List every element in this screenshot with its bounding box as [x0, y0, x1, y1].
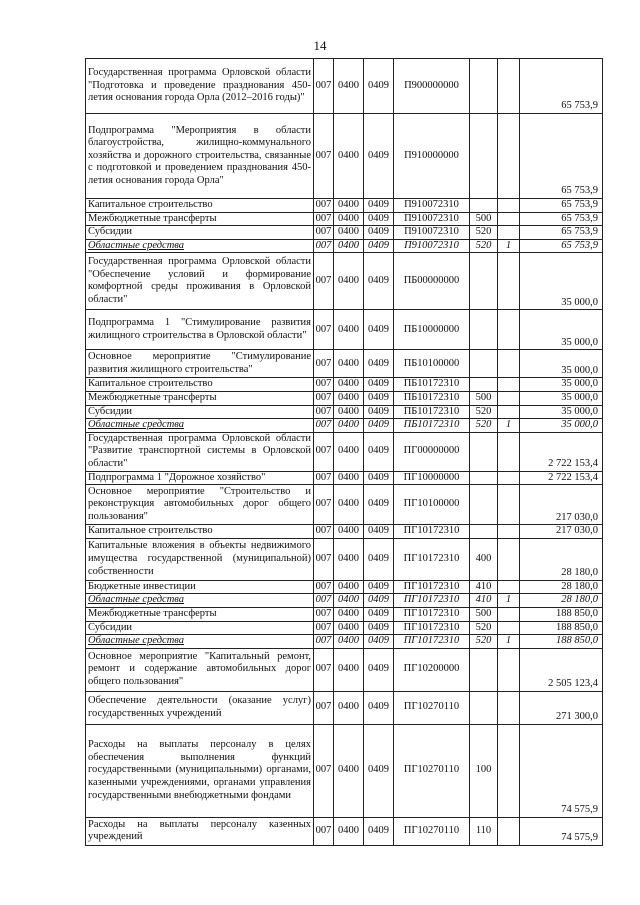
row-ved-code: 007: [314, 212, 334, 226]
row-expense-type: 520: [470, 419, 498, 433]
row-target-code: ПГ10270110: [394, 817, 470, 845]
row-expense-type: [470, 471, 498, 485]
row-name: Областные средства: [86, 635, 314, 649]
table-row: [86, 432, 603, 471]
row-name: Расходы на выплаты персоналу казенных учреждений: [86, 817, 314, 845]
row-ved-code: 007: [314, 594, 334, 608]
row-amount: 35 000,0: [520, 378, 603, 392]
row-subsection-code: 0409: [364, 635, 394, 649]
row-section-code: 0400: [334, 114, 364, 199]
row-amount: 188 850,0: [520, 607, 603, 621]
row-subsection-code: 0409: [364, 607, 394, 621]
row-target-code: ПГ10172310: [394, 621, 470, 635]
row-section-code: 0400: [334, 471, 364, 485]
row-target-code: П910072310: [394, 212, 470, 226]
row-target-code: ПГ10270110: [394, 724, 470, 817]
row-target-code: ПБ10000000: [394, 310, 470, 350]
table-row: [86, 691, 603, 724]
table-body: [86, 59, 603, 846]
row-name: Подпрограмма 1 "Стимулирование развития жилищного строительства в Орловской области": [86, 310, 314, 350]
row-amount: 35 000,0: [520, 391, 603, 405]
row-expense-type: [470, 59, 498, 114]
row-target-code: ПГ10200000: [394, 648, 470, 691]
row-amount: 217 030,0: [520, 485, 603, 525]
row-amount: 35 000,0: [520, 310, 603, 350]
row-subsection-code: 0409: [364, 580, 394, 594]
table-row: [86, 485, 603, 525]
row-ved-code: 007: [314, 253, 334, 310]
row-ved-code: 007: [314, 378, 334, 392]
row-subsection-code: 0409: [364, 648, 394, 691]
table-row: [86, 580, 603, 594]
row-section-code: 0400: [334, 635, 364, 649]
row-amount: 65 753,9: [520, 114, 603, 199]
row-subsection-code: 0409: [364, 226, 394, 240]
table-row: [86, 405, 603, 419]
row-expense-type: 410: [470, 594, 498, 608]
row-name: Расходы на выплаты персоналу в целях обеспечения выполнения функций государственными (муниципальными) органами, казенными учреждениями, органами управления государственными внебюджетными фондами: [86, 724, 314, 817]
row-source-code: [498, 226, 520, 240]
row-amount: 74 575,9: [520, 817, 603, 845]
row-target-code: П910072310: [394, 199, 470, 213]
row-expense-type: 110: [470, 817, 498, 845]
row-source-code: [498, 199, 520, 213]
row-target-code: ПБ10172310: [394, 419, 470, 433]
row-section-code: 0400: [334, 350, 364, 378]
row-section-code: 0400: [334, 199, 364, 213]
row-section-code: 0400: [334, 817, 364, 845]
row-name: Капитальное строительство: [86, 525, 314, 539]
table-row: [86, 114, 603, 199]
row-subsection-code: 0409: [364, 199, 394, 213]
row-ved-code: 007: [314, 635, 334, 649]
table-row: [86, 378, 603, 392]
row-section-code: 0400: [334, 607, 364, 621]
row-ved-code: 007: [314, 405, 334, 419]
row-amount: 65 753,9: [520, 59, 603, 114]
row-amount: 65 753,9: [520, 239, 603, 253]
row-subsection-code: 0409: [364, 378, 394, 392]
row-name: Обеспечение деятельности (оказание услуг) государственных учреждений: [86, 691, 314, 724]
row-name: Областные средства: [86, 239, 314, 253]
row-target-code: ПБ00000000: [394, 253, 470, 310]
row-section-code: 0400: [334, 212, 364, 226]
row-expense-type: [470, 691, 498, 724]
row-ved-code: 007: [314, 621, 334, 635]
row-expense-type: [470, 648, 498, 691]
row-name: Государственная программа Орловской области "Развитие транспортной системы в Орловской области": [86, 432, 314, 471]
table-row: [86, 525, 603, 539]
row-expense-type: [470, 378, 498, 392]
row-section-code: 0400: [334, 226, 364, 240]
row-name: Бюджетные инвестиции: [86, 580, 314, 594]
row-source-code: [498, 485, 520, 525]
row-target-code: ПГ10172310: [394, 580, 470, 594]
row-name: Подпрограмма "Мероприятия в области благоустройства, жилищно-коммунального хозяйства и дорожного строительства, связанные с подготовкой и проведением празднования 450-летия основания города Орла": [86, 114, 314, 199]
row-name: Областные средства: [86, 594, 314, 608]
row-ved-code: 007: [314, 199, 334, 213]
table-row: [86, 350, 603, 378]
row-expense-type: 520: [470, 226, 498, 240]
row-name: Основное мероприятие "Стимулирование развития жилищного строительства": [86, 350, 314, 378]
table-row: [86, 648, 603, 691]
row-target-code: ПБ10172310: [394, 378, 470, 392]
row-ved-code: 007: [314, 607, 334, 621]
row-ved-code: 007: [314, 310, 334, 350]
row-subsection-code: 0409: [364, 419, 394, 433]
row-expense-type: 410: [470, 580, 498, 594]
row-subsection-code: 0409: [364, 212, 394, 226]
row-subsection-code: 0409: [364, 594, 394, 608]
table-row: [86, 419, 603, 433]
row-name: Основное мероприятие "Капитальный ремонт, ремонт и содержание автомобильных дорог общего пользования": [86, 648, 314, 691]
row-amount: 2 722 153,4: [520, 471, 603, 485]
row-source-code: [498, 817, 520, 845]
row-target-code: ПГ10172310: [394, 594, 470, 608]
row-amount: 28 180,0: [520, 538, 603, 580]
row-expense-type: 520: [470, 239, 498, 253]
row-subsection-code: 0409: [364, 621, 394, 635]
row-expense-type: 520: [470, 405, 498, 419]
budget-table: [85, 58, 603, 846]
table-row: [86, 226, 603, 240]
row-subsection-code: 0409: [364, 405, 394, 419]
row-name: Капитальные вложения в объекты недвижимого имущества государственной (муниципальной) собственности: [86, 538, 314, 580]
row-amount: 28 180,0: [520, 580, 603, 594]
row-section-code: 0400: [334, 253, 364, 310]
row-subsection-code: 0409: [364, 59, 394, 114]
row-name: Государственная программа Орловской области "Подготовка и проведение празднования 450-летия основания города Орла (2012–2016 годы)": [86, 59, 314, 114]
table-row: [86, 607, 603, 621]
row-amount: 28 180,0: [520, 594, 603, 608]
row-section-code: 0400: [334, 59, 364, 114]
row-section-code: 0400: [334, 538, 364, 580]
row-target-code: П910072310: [394, 239, 470, 253]
table-row: [86, 310, 603, 350]
row-section-code: 0400: [334, 310, 364, 350]
row-expense-type: [470, 432, 498, 471]
row-subsection-code: 0409: [364, 538, 394, 580]
row-ved-code: 007: [314, 419, 334, 433]
row-source-code: [498, 350, 520, 378]
table-row: [86, 817, 603, 845]
row-section-code: 0400: [334, 419, 364, 433]
row-name: Межбюджетные трансферты: [86, 391, 314, 405]
row-source-code: [498, 538, 520, 580]
row-name: Субсидии: [86, 621, 314, 635]
row-name: Подпрограмма 1 "Дорожное хозяйство": [86, 471, 314, 485]
row-expense-type: [470, 525, 498, 539]
row-source-code: [498, 253, 520, 310]
row-ved-code: 007: [314, 471, 334, 485]
table-row: [86, 538, 603, 580]
row-ved-code: 007: [314, 580, 334, 594]
row-target-code: ПБ10100000: [394, 350, 470, 378]
row-source-code: [498, 59, 520, 114]
table-row: [86, 199, 603, 213]
row-amount: 35 000,0: [520, 253, 603, 310]
row-section-code: 0400: [334, 691, 364, 724]
row-target-code: П910000000: [394, 114, 470, 199]
row-section-code: 0400: [334, 485, 364, 525]
row-subsection-code: 0409: [364, 691, 394, 724]
row-expense-type: [470, 199, 498, 213]
row-ved-code: 007: [314, 648, 334, 691]
row-name: Основное мероприятие "Строительство и реконструкция автомобильных дорог общего пользования": [86, 485, 314, 525]
row-section-code: 0400: [334, 648, 364, 691]
row-amount: 2 505 123,4: [520, 648, 603, 691]
row-expense-type: 400: [470, 538, 498, 580]
row-expense-type: 100: [470, 724, 498, 817]
row-amount: 188 850,0: [520, 635, 603, 649]
table-row: [86, 594, 603, 608]
row-subsection-code: 0409: [364, 525, 394, 539]
row-subsection-code: 0409: [364, 239, 394, 253]
row-target-code: ПГ10100000: [394, 485, 470, 525]
row-target-code: ПГ10000000: [394, 471, 470, 485]
row-source-code: 1: [498, 419, 520, 433]
row-amount: 65 753,9: [520, 226, 603, 240]
row-target-code: ПБ10172310: [394, 391, 470, 405]
row-subsection-code: 0409: [364, 391, 394, 405]
row-source-code: [498, 405, 520, 419]
row-expense-type: [470, 114, 498, 199]
row-expense-type: 500: [470, 391, 498, 405]
row-amount: 217 030,0: [520, 525, 603, 539]
row-subsection-code: 0409: [364, 817, 394, 845]
row-source-code: [498, 607, 520, 621]
row-name: Субсидии: [86, 226, 314, 240]
row-target-code: ПГ00000000: [394, 432, 470, 471]
table-row: [86, 59, 603, 114]
row-target-code: ПГ10172310: [394, 607, 470, 621]
table-row: [86, 253, 603, 310]
row-amount: 35 000,0: [520, 419, 603, 433]
row-source-code: [498, 621, 520, 635]
page-number: 14: [313, 38, 327, 53]
row-ved-code: 007: [314, 114, 334, 199]
row-subsection-code: 0409: [364, 471, 394, 485]
row-target-code: ПБ10172310: [394, 405, 470, 419]
table-row: [86, 471, 603, 485]
row-ved-code: 007: [314, 525, 334, 539]
row-section-code: 0400: [334, 594, 364, 608]
row-section-code: 0400: [334, 239, 364, 253]
row-section-code: 0400: [334, 405, 364, 419]
row-section-code: 0400: [334, 391, 364, 405]
row-name: Межбюджетные трансферты: [86, 212, 314, 226]
row-subsection-code: 0409: [364, 114, 394, 199]
table-row: [86, 212, 603, 226]
row-source-code: 1: [498, 594, 520, 608]
row-source-code: 1: [498, 635, 520, 649]
row-subsection-code: 0409: [364, 253, 394, 310]
row-expense-type: [470, 485, 498, 525]
row-ved-code: 007: [314, 226, 334, 240]
row-source-code: [498, 471, 520, 485]
row-expense-type: [470, 350, 498, 378]
row-amount: 65 753,9: [520, 199, 603, 213]
row-name: Государственная программа Орловской области "Обеспечение условий и формирование комфортной среды проживания в Орловской области": [86, 253, 314, 310]
row-subsection-code: 0409: [364, 432, 394, 471]
row-subsection-code: 0409: [364, 724, 394, 817]
row-ved-code: 007: [314, 239, 334, 253]
row-source-code: [498, 691, 520, 724]
row-name: Межбюджетные трансферты: [86, 607, 314, 621]
row-target-code: ПГ10172310: [394, 525, 470, 539]
row-ved-code: 007: [314, 350, 334, 378]
row-target-code: П910072310: [394, 226, 470, 240]
row-section-code: 0400: [334, 432, 364, 471]
row-target-code: ПГ10270110: [394, 691, 470, 724]
row-source-code: [498, 212, 520, 226]
row-section-code: 0400: [334, 621, 364, 635]
row-expense-type: 500: [470, 212, 498, 226]
row-source-code: 1: [498, 239, 520, 253]
row-name: Субсидии: [86, 405, 314, 419]
row-ved-code: 007: [314, 817, 334, 845]
table-row: [86, 635, 603, 649]
row-target-code: ПГ10172310: [394, 635, 470, 649]
row-amount: 35 000,0: [520, 350, 603, 378]
row-subsection-code: 0409: [364, 350, 394, 378]
row-source-code: [498, 114, 520, 199]
row-expense-type: 520: [470, 621, 498, 635]
row-amount: 271 300,0: [520, 691, 603, 724]
row-subsection-code: 0409: [364, 310, 394, 350]
row-target-code: ПГ10172310: [394, 538, 470, 580]
table-row: [86, 391, 603, 405]
row-ved-code: 007: [314, 691, 334, 724]
row-section-code: 0400: [334, 580, 364, 594]
row-source-code: [498, 724, 520, 817]
row-section-code: 0400: [334, 378, 364, 392]
row-amount: 188 850,0: [520, 621, 603, 635]
row-amount: 65 753,9: [520, 212, 603, 226]
row-name: Капитальное строительство: [86, 378, 314, 392]
row-source-code: [498, 310, 520, 350]
row-amount: 35 000,0: [520, 405, 603, 419]
row-expense-type: 520: [470, 635, 498, 649]
row-source-code: [498, 432, 520, 471]
row-ved-code: 007: [314, 538, 334, 580]
row-source-code: [498, 391, 520, 405]
row-name: Областные средства: [86, 419, 314, 433]
row-ved-code: 007: [314, 391, 334, 405]
row-source-code: [498, 580, 520, 594]
row-source-code: [498, 648, 520, 691]
table-row: [86, 621, 603, 635]
row-source-code: [498, 525, 520, 539]
row-expense-type: 500: [470, 607, 498, 621]
row-section-code: 0400: [334, 525, 364, 539]
row-subsection-code: 0409: [364, 485, 394, 525]
row-expense-type: [470, 253, 498, 310]
row-ved-code: 007: [314, 59, 334, 114]
table-row: [86, 724, 603, 817]
table-row: [86, 239, 603, 253]
row-target-code: П900000000: [394, 59, 470, 114]
row-ved-code: 007: [314, 724, 334, 817]
row-expense-type: [470, 310, 498, 350]
row-ved-code: 007: [314, 485, 334, 525]
row-source-code: [498, 378, 520, 392]
row-section-code: 0400: [334, 724, 364, 817]
row-amount: 74 575,9: [520, 724, 603, 817]
row-ved-code: 007: [314, 432, 334, 471]
row-amount: 2 722 153,4: [520, 432, 603, 471]
row-name: Капитальное строительство: [86, 199, 314, 213]
